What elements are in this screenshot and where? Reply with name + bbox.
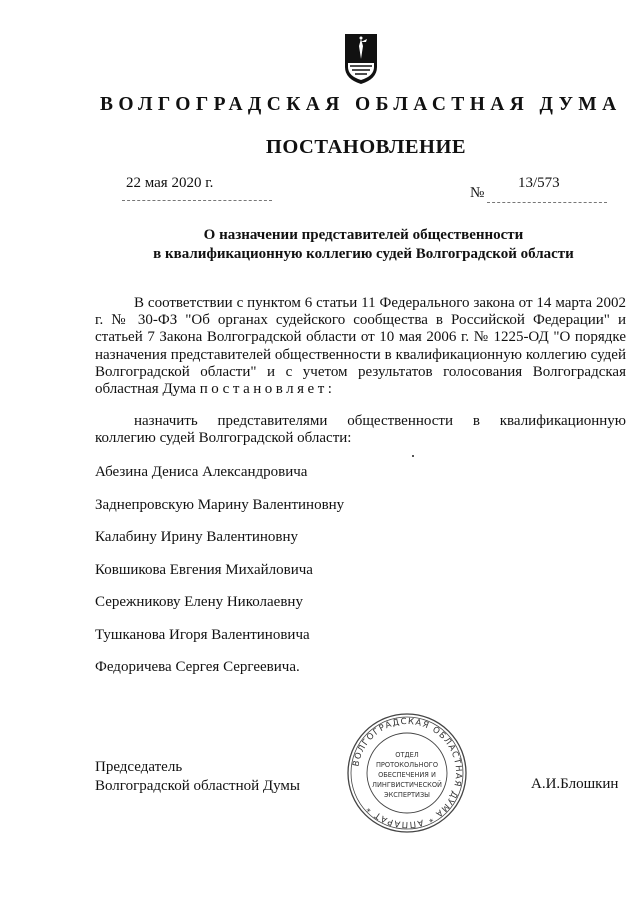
resolution-paragraph: назначить представителями общественности в квалификационную коллегию судей Волгоградской области: (95, 413, 626, 447)
list-item: Федоричева Сергея Сергеевича. (95, 659, 300, 675)
list-item: Тушканова Игоря Валентиновича (95, 626, 310, 643)
signatory-position (95, 758, 300, 796)
appointee-list (95, 462, 344, 690)
title-line-1: О назначении представителей общественности (203, 227, 524, 243)
list-item: Заднепровскую Марину Валентиновну (95, 496, 345, 513)
title-line-2: в квалификационную коллегию судей Волгоградской области (153, 246, 574, 262)
document-title (95, 226, 632, 264)
stamp-ring-text: ВОЛГОГРАДСКАЯ ОБЛАСТНАЯ ДУМА * АППАРАТ * (351, 716, 464, 830)
document-number: 13/573 (518, 175, 560, 191)
document-date: 22 мая 2020 г. (126, 175, 214, 191)
list-item: Ковшикова Евгения Михайловича (95, 561, 313, 578)
stamp-line-1: ОТДЕЛ (395, 751, 419, 759)
preamble-paragraph (95, 295, 626, 398)
list-item: Сережникову Елену Николаевну (95, 594, 303, 610)
date-underline (122, 200, 272, 201)
number-sign: № (470, 185, 485, 201)
list-item: Абезина Дениса Александровича (95, 464, 308, 480)
list-item: Калабину Ирину Валентиновну (95, 529, 298, 545)
stamp-line-3: ОБЕСПЕЧЕНИЯ И (378, 771, 436, 779)
stray-mark (412, 455, 414, 457)
position-line-1: Председатель (95, 759, 183, 775)
stamp-line-4: ЛИНГВИСТИЧЕСКОЙ (372, 781, 442, 789)
document-type: ПОСТАНОВЛЕНИЕ (265, 136, 467, 158)
number-underline (487, 202, 607, 203)
signatory-name: А.И.Блошкин (531, 776, 619, 792)
official-stamp (346, 712, 468, 834)
decree-word: постановляет: (199, 381, 336, 398)
organization-name: ВОЛГОГРАДСКАЯ ОБЛАСТНАЯ ДУМА (100, 94, 622, 115)
coat-of-arms-emblem-icon (344, 33, 378, 85)
position-line-2: Волгоградской областной Думы (95, 778, 300, 794)
preamble-text: В соответствии с пунктом 6 статьи 11 Федерального закона от 14 марта 2002 г. № 30-ФЗ "Об органах судейского сообщества в Российской Федерации" и статьей 7 Закона Волгоградской области от 10 мая 2006 г. № 1225-ОД "О порядке назначения представителей общественности в квалификационную коллегию судей Волгоградской области" и с учетом результатов голосования Волгоградская областная Дума (95, 295, 626, 398)
stamp-line-2: ПРОТОКОЛЬНОГО (375, 761, 439, 769)
stamp-line-5: ЭКСПЕРТИЗЫ (384, 791, 430, 799)
